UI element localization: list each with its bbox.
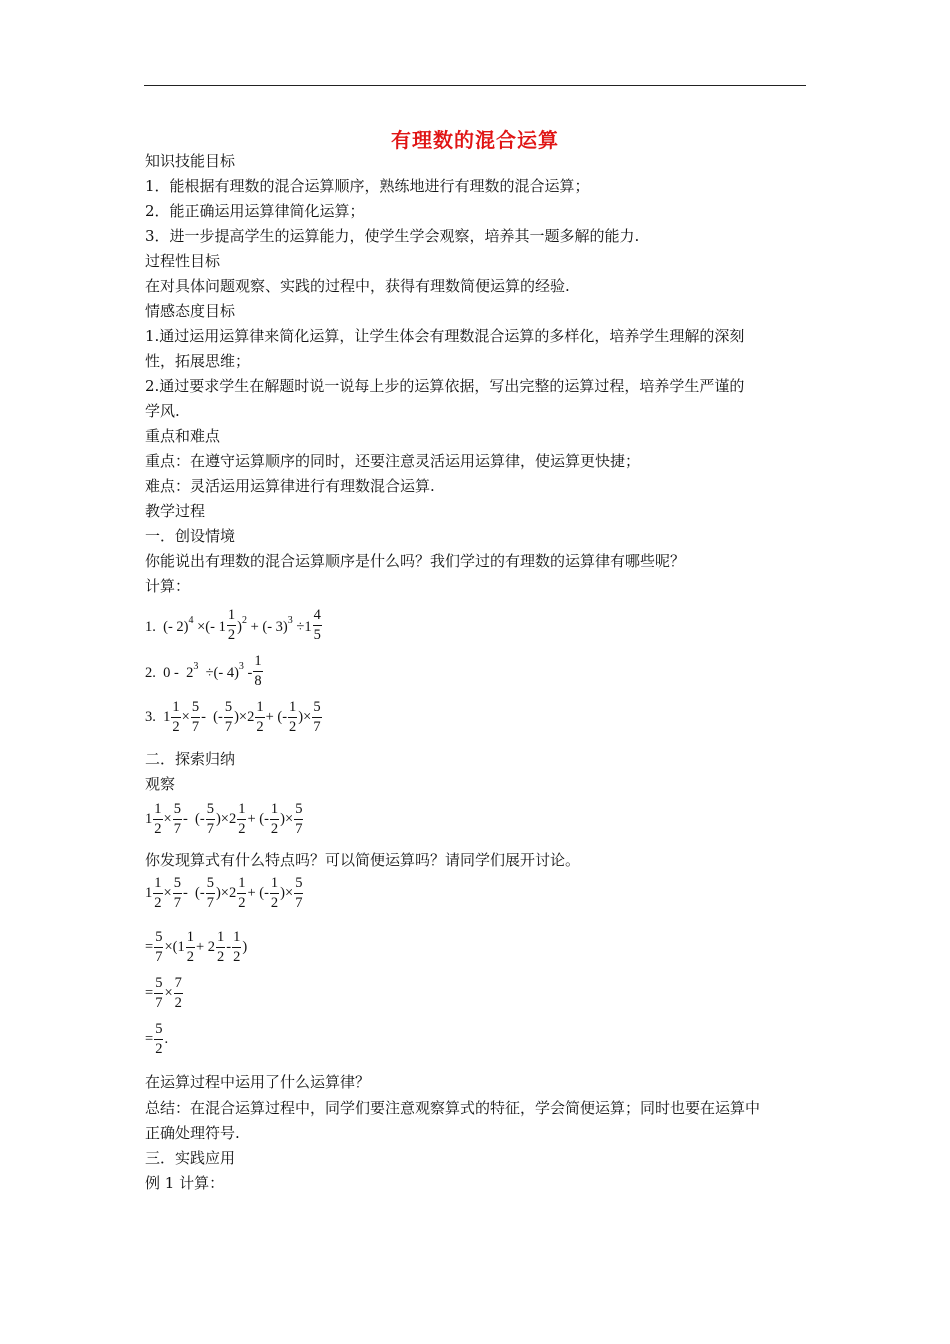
example-1-label: 例 1 计算： bbox=[145, 1174, 225, 1192]
formula-2: 2. $0 - 2^3$ ÷(- 4)$^3$ - $\frac{1}{8}$ bbox=[145, 653, 262, 689]
summary-line-1: 总结：在混合运算过程中，同学们要注意观察算式的特征，学会简便运算；同时也要在运算中 bbox=[145, 1099, 761, 1117]
discussion-question: 你发现算式有什么特点吗？可以简便运算吗？请同学们展开讨论。 bbox=[145, 851, 581, 869]
heading-process-goals: 过程性目标 bbox=[145, 252, 221, 270]
heading-scenario: 一．创设情境 bbox=[145, 527, 236, 545]
goal-line-1: 1．能根据有理数的混合运算顺序，熟练地进行有理数的混合运算； bbox=[145, 177, 590, 195]
key-point-text: 重点：在遵守运算顺序的同时，还要注意灵活运用运算律，使运算更快捷； bbox=[145, 452, 641, 470]
heading-explore: 二．探索归纳 bbox=[145, 750, 236, 768]
scenario-question: 你能说出有理数的混合运算顺序是什么吗？我们学过的有理数的运算律有哪些呢？ bbox=[145, 552, 686, 570]
goal-line-2: 2．能正确运用运算律简化运算； bbox=[145, 202, 365, 220]
compute-label: 计算： bbox=[145, 577, 191, 595]
solution-step-3: = $\frac{5}{7}$ × $\frac{7}{2}$ bbox=[145, 975, 182, 1011]
page-title: 有理数的混合运算 bbox=[391, 128, 559, 152]
attitude-line-1b: 性，拓展思维； bbox=[145, 352, 251, 370]
goal-line-3: 3．进一步提高学生的运算能力，使学生学会观察，培养其一题多解的能力. bbox=[145, 227, 640, 245]
solution-step-1: 1 $\frac{1}{2}$ × $\frac{5}{7}$ - (- $\frac{5}{7}$ )×2 $\frac{1}{2}$ + (- $\frac{1}{2}$ )× $\frac{5}{7}$ bbox=[145, 875, 303, 911]
header-rule bbox=[144, 85, 806, 86]
heading-practice: 三．实践应用 bbox=[145, 1149, 236, 1167]
formula-3: 3. 1 $\frac{1}{2}$ × $\frac{5}{7}$ - (- $\frac{5}{7}$ )×2 $\frac{1}{2}$ + (- $\frac{1}{2}$ )× $\frac{5}{7}$ bbox=[145, 699, 321, 735]
heading-key-points: 重点和难点 bbox=[145, 427, 221, 445]
formula-1: 1. (- 2)$^4$ ×(- 1 $\frac{1}{2}$ )$^2$ + (- 3)$^3$ ÷1 $\frac{4}{5}$ bbox=[145, 607, 321, 643]
attitude-line-2a: 2.通过要求学生在解题时说一说每上步的运算依据，写出完整的运算过程，培养学生严谨的 bbox=[145, 377, 745, 395]
attitude-line-1a: 1.通过运用运算律来简化运算，让学生体会有理数混合运算的多样化，培养学生理解的深刻 bbox=[145, 327, 745, 345]
observe-formula: 1 $\frac{1}{2}$ × $\frac{5}{7}$ - (- $\frac{5}{7}$ )×2 $\frac{1}{2}$ + (- $\frac{1}{2}$ )× $\frac{5}{7}$ bbox=[145, 801, 303, 837]
heading-knowledge-goals: 知识技能目标 bbox=[145, 152, 236, 170]
solution-step-4: = $\frac{5}{2}$ . bbox=[145, 1021, 169, 1057]
heading-teaching-process: 教学过程 bbox=[145, 502, 206, 520]
solution-step-2: = $\frac{5}{7}$ ×(1 $\frac{1}{2}$ + 2 $\frac{1}{2}$ - $\frac{1}{2}$ ) bbox=[145, 929, 248, 965]
summary-line-2: 正确处理符号. bbox=[145, 1124, 240, 1142]
law-question: 在运算过程中运用了什么运算律？ bbox=[145, 1073, 371, 1091]
observe-label: 观察 bbox=[145, 775, 176, 793]
difficulty-text: 难点：灵活运用运算律进行有理数混合运算. bbox=[145, 477, 435, 495]
heading-attitude-goals: 情感态度目标 bbox=[145, 302, 236, 320]
attitude-line-2b: 学风. bbox=[145, 402, 180, 420]
process-goal-text: 在对具体问题观察、实践的过程中，获得有理数简便运算的经验. bbox=[145, 277, 570, 295]
